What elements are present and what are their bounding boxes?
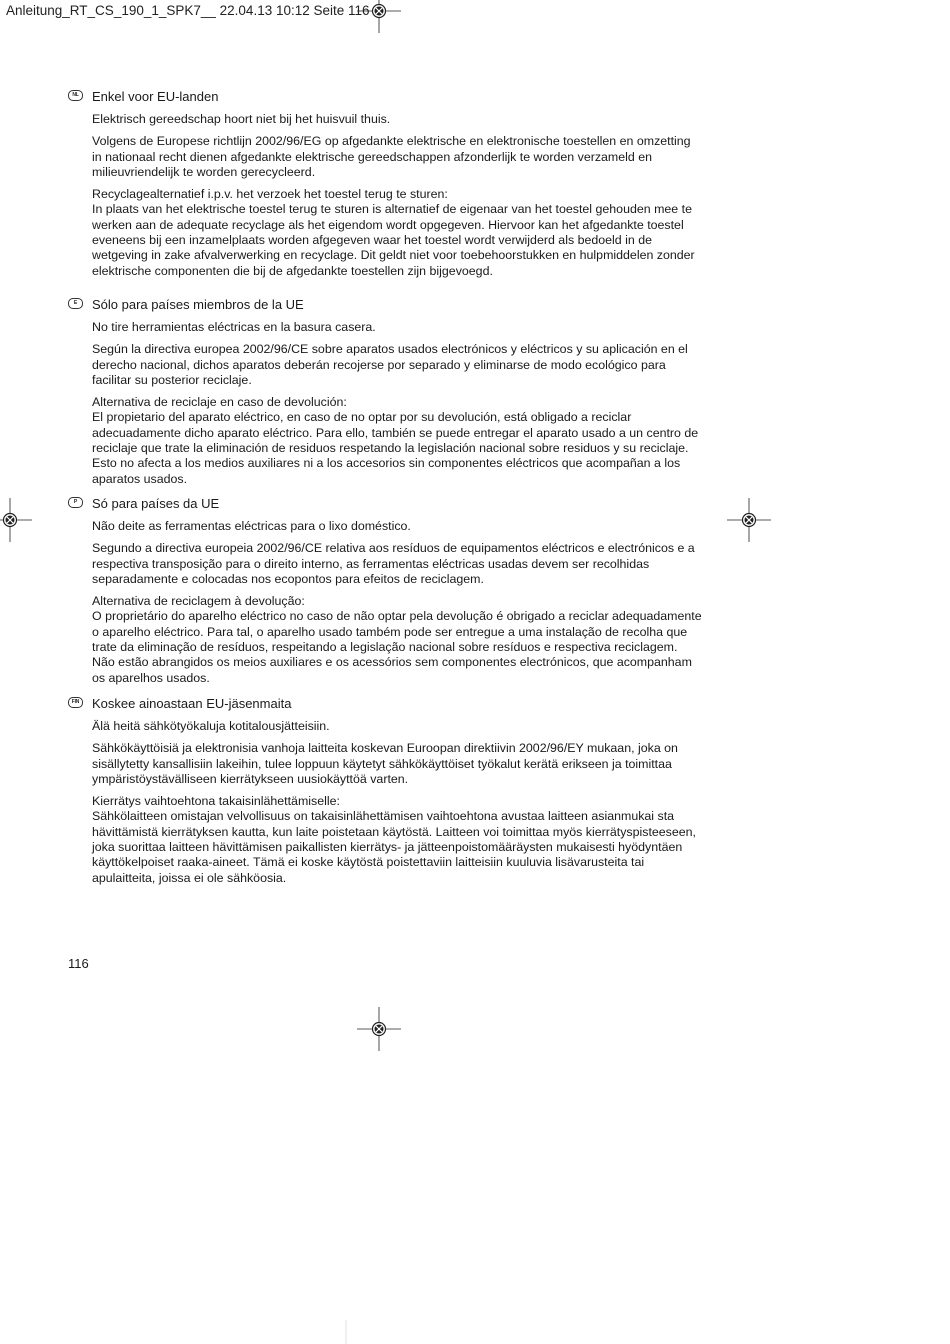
paragraph: Kierrätys vaihtoehtona takaisinlähettämiselle: Sähkölaitteen omistajan velvollisuus on takaisinlähettämisen vaihtoehtona avustaa laitteen asianmukai sta hävittämistä kierrätyksen kautta, kun laite poistetaan käytöstä. Laitteen voi toimittaa myös kierrätyspisteeseen, joka suorittaa laitteen hävittämisen paikallisten kierrätys- ja jätteenpoistomääräysten mukaisesti hyödyntäen käyttökelpoiset raaka-aineet. Tämä ei koske käytöstä poistettaviin laitteisiin kuuluvia lisävarusteita tai apulaitteita, joissa ei ole sähköosia. [92,794,696,885]
page-number: 116 [68,956,89,971]
language-badge-p: P [68,497,83,508]
paragraph: Según la directiva europea 2002/96/CE sobre aparatos usados electrónicos y eléctricos y su aplicación en el derecho nacional, dichos aparatos deberán recojerse por separado y eliminarse de modo ecológico para facilitar su posterior reciclaje. [92,342,688,387]
paragraph: Älä heitä sähkötyökaluja kotitalousjätteisiin. [92,719,330,733]
language-badge-e: E [68,298,83,309]
registration-mark-top [357,0,401,33]
running-head: Anleitung_RT_CS_190_1_SPK7__ 22.04.13 10:12 Seite 116 [6,3,370,18]
section-title: Só para países da UE [92,496,220,511]
section-title: Enkel voor EU-landen [92,89,219,104]
paragraph: Volgens de Europese richtlijn 2002/96/EG op afgedankte elektrische en elektronische toestellen en omzetting in nationaal recht dienen afgedankte elektrische gereedschappen afzonderlijk te worden verzameld en milieuvriendelijk te worden gerecycleerd. [92,134,691,179]
section-title: Sólo para países miembros de la UE [92,297,304,312]
paragraph: No tire herramientas eléctricas en la basura casera. [92,320,376,334]
paragraph: Sähkökäyttöisiä ja elektronisia vanhoja laitteita koskevan Euroopan direktiivin 2002/96/EY mukaan, joka on sisällytetty kansallisiin lakeihin, tulee loppuun käytetyt sähkökäyttöiset työkalut kerätä erikseen ja toimittaa ympäristöystävälliseen kierrätykseen uusiokäyttöä varten. [92,741,678,786]
registration-mark-bottom [357,1007,401,1051]
section-nl [72,89,702,286]
language-badge-nl: NL [68,90,83,101]
paragraph: Alternativa de reciclaje en caso de devolución: El propietario del aparato eléctrico, en caso de no optar por su devolución, está obligado a reciclar adecuadamente dicho aparato eléctrico. Para ello, también se puede entregar el aparato usado a un centro de reciclaje que trate la eliminación de residuos respetando la legislación nacional sobre residuos y su reciclaje. Esto no afecta a los medios auxiliares ni a los accesorios sin componentes eléctricos que acompañan a los aparatos usados. [92,395,699,486]
section-e [73,297,702,494]
scan-artifact-line [345,1320,347,1344]
paragraph: Alternativa de reciclagem à devolução: O proprietário do aparelho eléctrico no caso de não optar pela devolução é obrigado a reciclar adequadamente o aparelho eléctrico. Para tal, o aparelho usado também pode ser entregue a uma instalação de recolha que trate da eliminação de resíduos, respeitando a legislação nacional sobre resíduos e respectiva reciclagem. Não estão abrangidos os meios auxiliares e os acessórios sem componentes electrónicos, que acompanham os aparelhos usados. [92,594,702,685]
section-title: Koskee ainoastaan EU-jäsenmaita [92,696,292,711]
paragraph: Não deite as ferramentas eléctricas para o lixo doméstico. [92,519,411,533]
paragraph: Recyclagealternatief i.p.v. het verzoek het toestel terug te sturen: In plaats van het elektrische toestel terug te sturen is alternatief de eigenaar van het toestel gehouden mee te werken aan de adequate recyclage als het eigendom wordt opgegeven. Hiervoor kan het afgedankte toestel eveneens bij een inzamelplaats worden afgegeven waar het toestel wordt verwijderd als bedoeld in de wetgeving in zake afvalverwerking en recyclage. Dit geldt niet voor toebehoorstukken en hulpmiddelen zonder elektrische componenten die bij de afgedankte toestellen zijn bijgevoegd. [92,187,695,278]
language-badge-fin: FIN [68,697,83,708]
paragraph: Segundo a directiva europeia 2002/96/CE relativa aos resíduos de equipamentos eléctricos e electrónicos e a respectiva transposição para o direito interno, as ferramentas eléctricas usadas devem ser recolhidas separadamente e colocadas nos ecopontos para efeitos de reciclagem. [92,541,695,586]
registration-mark-right [727,498,771,542]
paragraph: Elektrisch gereedschap hoort niet bij het huisvuil thuis. [92,112,391,126]
section-fin [71,696,702,893]
section-p [73,496,702,693]
registration-mark-left [0,498,32,542]
